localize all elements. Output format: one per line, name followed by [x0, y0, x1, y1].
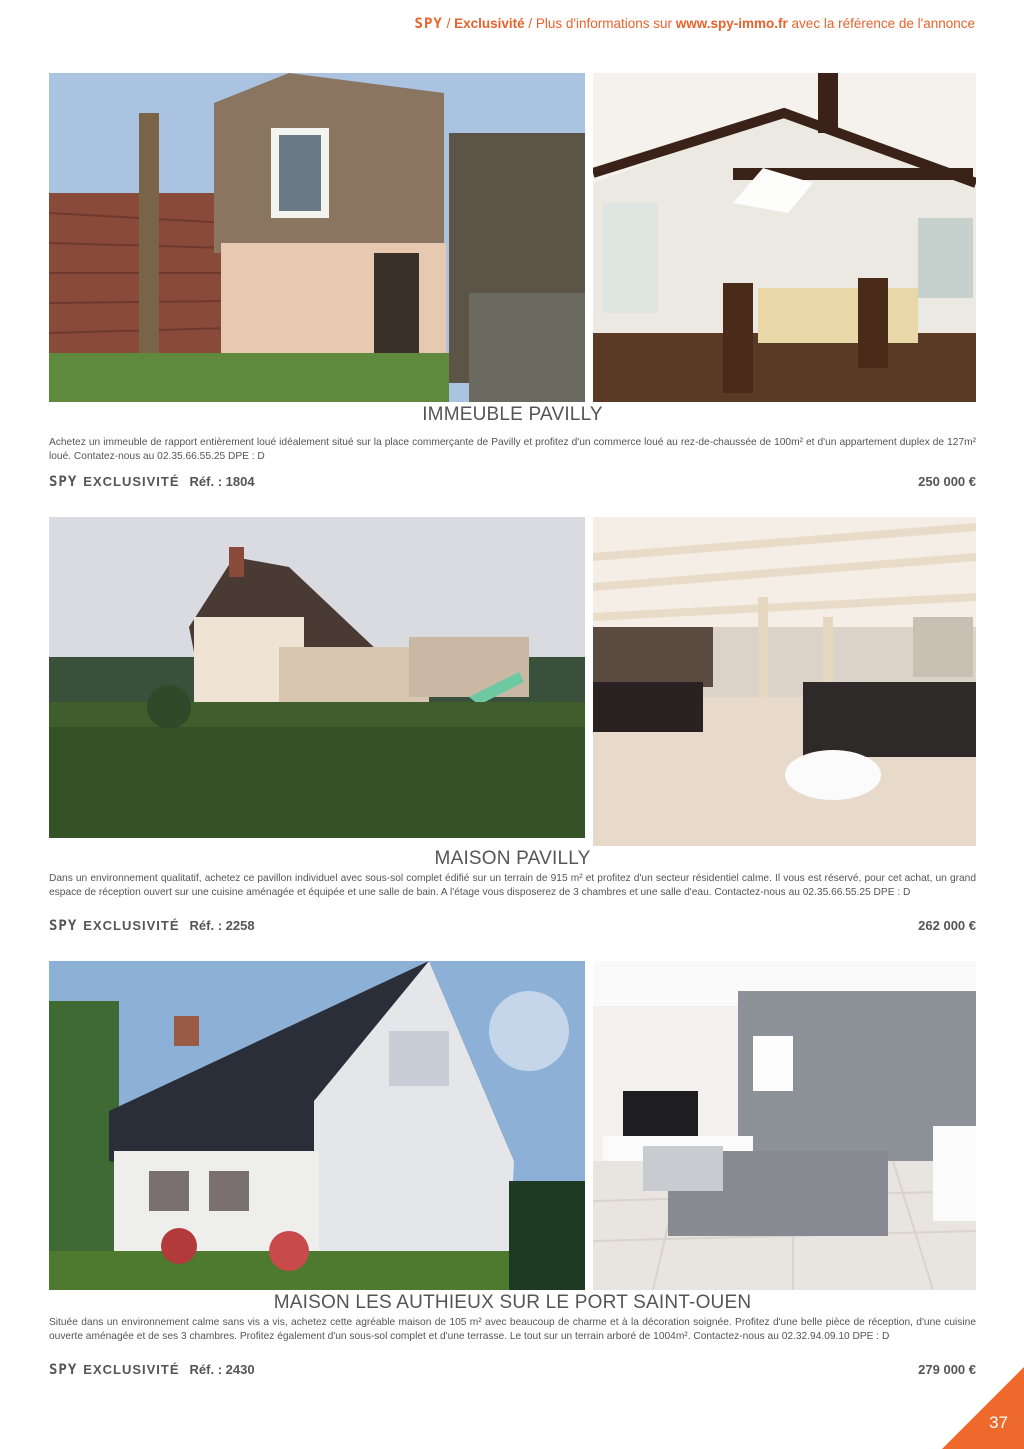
spy-brand: SPY: [49, 474, 78, 490]
listing-photo-interior: [593, 517, 976, 846]
listing-immeuble-pavilly: [49, 73, 976, 493]
listing-photo-exterior: [49, 73, 585, 402]
spy-brand: SPY: [49, 1362, 78, 1378]
page-header: SPY / Exclusivité / Plus d'informations sur www.spy-immo.fr avec la référence de l'annonce: [414, 16, 975, 32]
page-number: 37: [989, 1413, 1008, 1432]
listing-footer: [49, 474, 976, 492]
listing-description: Située dans un environnement calme sans vis a vis, achetez cette agréable maison de 105 m² avec beaucoup de charme et à la décoration soignée. Profitez d'une belle pièce de réception, d'une cuisine ouverte aménagée et de ses 3 chambres. Profitez également d'un sous-sol complet et d'une terrasse. Le tout sur un terrain arboré de 1004m². Contactez-nous au 02.32.94.09.10 DPE : D: [49, 1317, 976, 1342]
listing-reference: Réf. : 2430: [189, 1362, 255, 1377]
spy-logo: SPY: [414, 16, 443, 32]
listing-description: Dans un environnement qualitatif, achetez ce pavillon individuel avec sous-sol complet édifié sur un terrain de 915 m² et profitez d'un secteur résidentiel calme. Il vous est réservé, pour cet achat, un grand espace de réception ouvert sur une cuisine aménagée et équipée et une salle de bain. A l'étage vous disposerez de 3 chambres et une salle d'eau. Contactez-nous au 02.35.66.55.25 DPE : D: [49, 873, 976, 898]
listing-price: 279 000 €: [918, 1362, 976, 1377]
listing-description: Achetez un immeuble de rapport entièrement loué idéalement situé sur la place commerçante de Pavilly et profitez d'un commerce loué au rez-de-chaussée de 100m² et d'un appartement duplex de 127m² loué. Contatez-nous au 02.35.66.55.25 DPE : D: [49, 437, 976, 462]
header-exclusivity: Exclusivité: [454, 16, 525, 31]
listing-title: MAISON PAVILLY: [434, 848, 591, 869]
listing-title: MAISON LES AUTHIEUX SUR LE PORT SAINT-OUEN: [273, 1292, 752, 1313]
exclusivity-label: EXCLUSIVITÉ: [83, 918, 180, 933]
listing-footer: [49, 1362, 976, 1380]
listing-maison-les-authieux: [49, 961, 976, 1381]
listing-price: 250 000 €: [918, 474, 976, 489]
listing-price: 262 000 €: [918, 918, 976, 933]
listing-photo-exterior: [49, 961, 585, 1290]
listing-reference: Réf. : 2258: [189, 918, 255, 933]
listing-photo-interior: [593, 73, 976, 402]
listing-photo-interior: [593, 961, 976, 1290]
header-website-link[interactable]: www.spy-immo.fr: [675, 16, 788, 31]
listing-photo-exterior: [49, 517, 585, 838]
listing-title: IMMEUBLE PAVILLY: [422, 404, 603, 425]
page-corner-accent: [942, 1367, 1024, 1449]
exclusivity-label: EXCLUSIVITÉ: [83, 1362, 180, 1377]
spy-brand: SPY: [49, 918, 78, 934]
listing-reference: Réf. : 1804: [189, 474, 255, 489]
listing-maison-pavilly: [49, 517, 976, 937]
exclusivity-label: EXCLUSIVITÉ: [83, 474, 180, 489]
listing-footer: [49, 918, 976, 936]
